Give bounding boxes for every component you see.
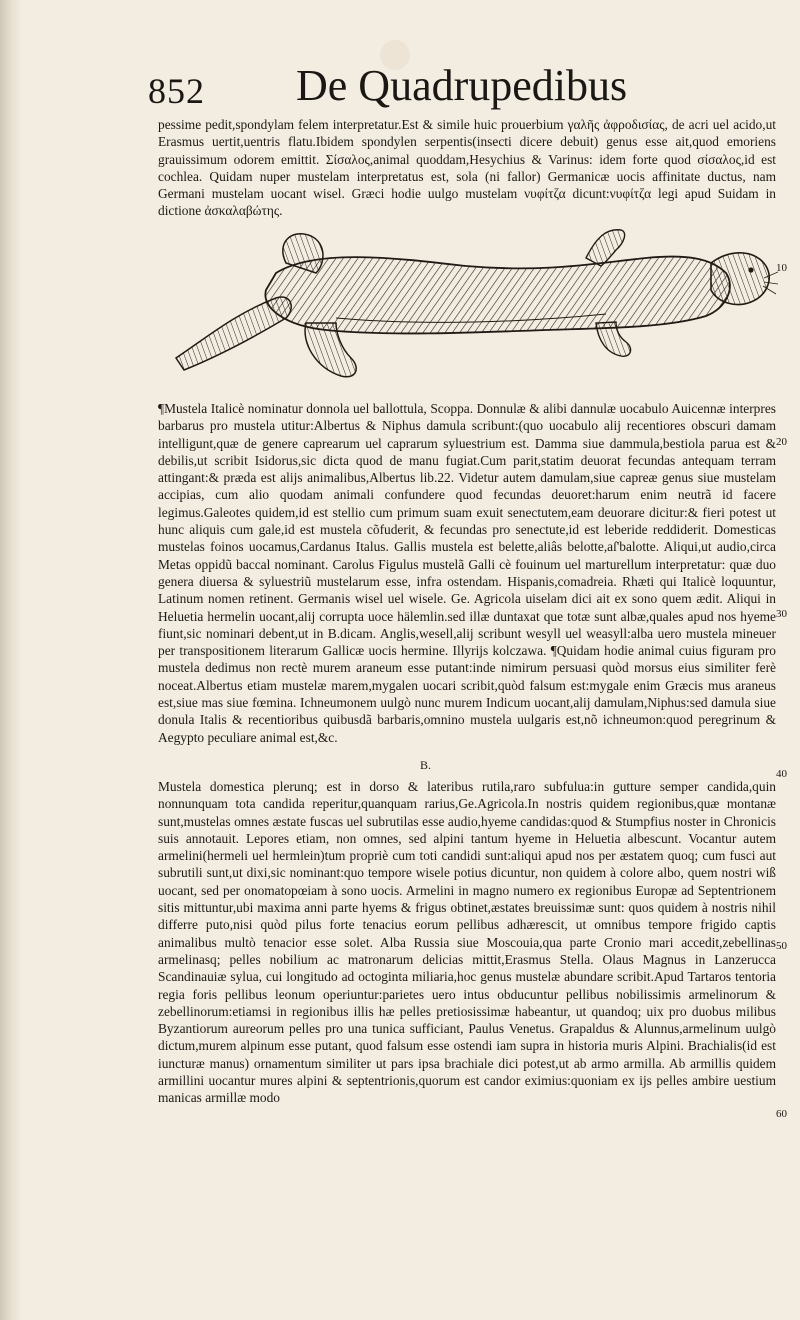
page-header	[148, 60, 668, 120]
margin-line-number: 40	[776, 768, 787, 780]
text-block-middle	[158, 400, 776, 746]
page-number: 852	[148, 71, 205, 111]
weasel-illustration-svg	[166, 218, 778, 393]
page-spine-shadow	[0, 0, 22, 1320]
text-block-bottom	[158, 778, 776, 1107]
margin-line-number: 10	[776, 262, 787, 274]
margin-line-number: 50	[776, 940, 787, 952]
paragraph-bottom: Mustela domestica plerunq; est in dorso & lateribus rutila,raro subfulua:in gutture semper candida,quin nonnunquam tota candida reperitur,quanquam rarius,Ge.Agricola.In nostris quidem regionibus,quæ montanæ sunt,mustelas omnes æstate fuscas uel subrutilas esse audio,hyeme candidas:quod & Stumpfius noster in Chronicis suis annotauit. Lepores etiam, non omnes, sed alpini tantum hyeme in Heluetia albescunt. Vocantur autem armelini(hermeli uel hermlein)tum propriè cum toti candidi sunt:aliqui apud nos per æstatem quoq; cum fusci aut subrutili sunt,ut dixi,sic nominant:quo tempore wisele potius dicuntur, non quidem à colore albo, quem nostri wiß uocant, sed per onomatopœiam à sono uocis. Armelini in magno numero ex regionibus Europæ ad Septentrionem sitis mittuntur,ubi maxima anni parte hyems & frigus obtinet,æstates breuissimæ sunt: quos quidem à nostris nihil differre puto,nisi quòd pilus forte tenacius eorum pellibus adhærescit, ut omnibus tempore frigido captis animalibus multò tenacior esse solet. Alba Russia siue Moscouia,qua parte Cronio mari accedit,zebellinas armelinasq; pelles nobilium ac matronarum delicias mittit,Erasmus Stella. Olaus Magnus in Lanzerucca Scandinauiæ sylua, cui longitudo ad octoginta miliaria,hoc genus mustelæ abundare scribit.Apud Tartaros tentoria regia foris pellibus leonum operiuntur:parietes uero intus obducuntur pellibus nobilissimis armelinorum & zebellinorum:etiamsi in regionibus illis hæ pelles pretiosissimæ habeantur, ut quandoq; uix pro duobus milibus Byzantiorum aureorum pelles pro una tunica sufficiant, Paulus Venetus. Grapaldus & Alunnus,armelinum uulgò dictum,murem alpinum esse putant, quod falsum esse ostendi iam supra in historia muris Alpini. Brachialis(id est iuncturæ manus) ornamentum similiter ut pars ipsa brachiale dici potest,ut ab armo armilla. Ab armillis quidem armillini uocantur mures alpini & septentrionis,quorum est candor eximius:quoniam ex ijs pelles ambire uestium manicas armillæ modo	[158, 779, 776, 1106]
margin-line-number: 60	[776, 1108, 787, 1120]
paragraph-middle: ¶Mustela Italicè nominatur donnola uel ballottula, Scoppa. Donnulæ & alibi dannulæ uocabulo Auicennæ interpres barbarus pro mustela utitur:Albertus & Niphus damula scribunt:(quo uocabulo alij recentiores obscuri damam intelligunt,quæ de genere caprearum uel caprarum syluestrium est. Damma siue dammula,bestiola parua est & debilis,ut scribit Isidorus,sic dicta quod de manu fugiat.Cum parit,statim deuorat fecundas antequam terram attingant:& præda est alijs animalibus,Albertus lib.22. Videtur autem damulam,siue capreæ genus siue mustelam accipias, cum alio quodam animali confundere quod fecundas deuoret:harum enim neutrã id facere legimus.Galeotes quidem,id est stellio cum primum suam exuit senectutem,eam deuorare dicitur:& fieri potest ut hunc aliquis cum gale,id est mustela cõfuderit, & fecundas pro senectute,id est leberide reddiderit. Domesticas mustelas foinos uocamus,Cardanus Italus. Gallis mustela est belette,aliâs belotte,aſ'balotte. Aliqui,ut audio,circa Metas oppidũ baccal nominant. Carolus Figulus mustelã Galli cè fouinum uel marturellum interpretatur: quæ duo genera diuersa & syluestriũ mustelarum esse, infra ostendam. Hispanis,comadreia. Rhæti qui Italicè loquuntur, Latinum nomen retinent. Germanis wisel uel wisele. Ge. Agricola uiselam dici ait ex sono quem ædit. Aliqui in Heluetia hermelin uocant,alij corrupta uoce hälemlin.sed illæ duntaxat que totæ sunt albæ,quales apud nos hyeme fiunt,sic nominari debent,ut in B.dicam. Anglis,wesell,alij scribunt wesyll uel weasyll:alba uero mustela mineuer per transpositionem literarum Gallicæ uocis hermine. Illyrijs kolczawa. ¶Quidam hodie animal cuius figuram pro mustela dedimus non rectè murem araneum esse putant:inde nimirum persuasi quòd morsus eius similiter ferè noceat.Albertus etiam mustelæ marem,mygalen uocari scribit,quòd falsum est:mygale enim Græcis mus araneus est,siue mas siue fœmina. Ichneumonem uulgò nunc murem Indicum uocant,alij damulam,Niphus:sed damula siue donula Italis & recentioribus quibusdã barbaris,omnino mustela uulgaris est,nõ ichneumon:quod peregrinum & Aegypto peculiare animal est,&c.	[158, 401, 776, 745]
weasel-woodcut-illustration	[166, 218, 778, 393]
running-title: De Quadrupedibus	[296, 61, 628, 110]
margin-line-number: 30	[776, 608, 787, 620]
margin-line-number: 20	[776, 436, 787, 448]
section-letter: B.	[420, 758, 432, 772]
paragraph-top: pessime pedit,spondylam felem interpretatur.Est & simile huic prouerbium γαλῆς ἀφροδισίας, de acri uel acido,ut Erasmus uertit,uentris flatu.Ibidem spondylen serpentis(insecti dicere debuit) genus esse ait,quod emoriens grauissimum odorem emittit. Σίσαλος,animal quoddam,Hesychius & Varinus: idem forte quod σίσαλος,id est cochlea. Quidam nuper mustelam interpretatus est, sola (ni fallor) Germanicæ uocis affinitate ductus, nam Germani mustelam uocant wisel. Græci hodie uulgo mustelam νυφίτζα dicunt:νυφίτζα legi apud Suidam in dictione ἀσκαλαβώτης.	[158, 117, 776, 219]
text-block-top	[158, 116, 776, 220]
